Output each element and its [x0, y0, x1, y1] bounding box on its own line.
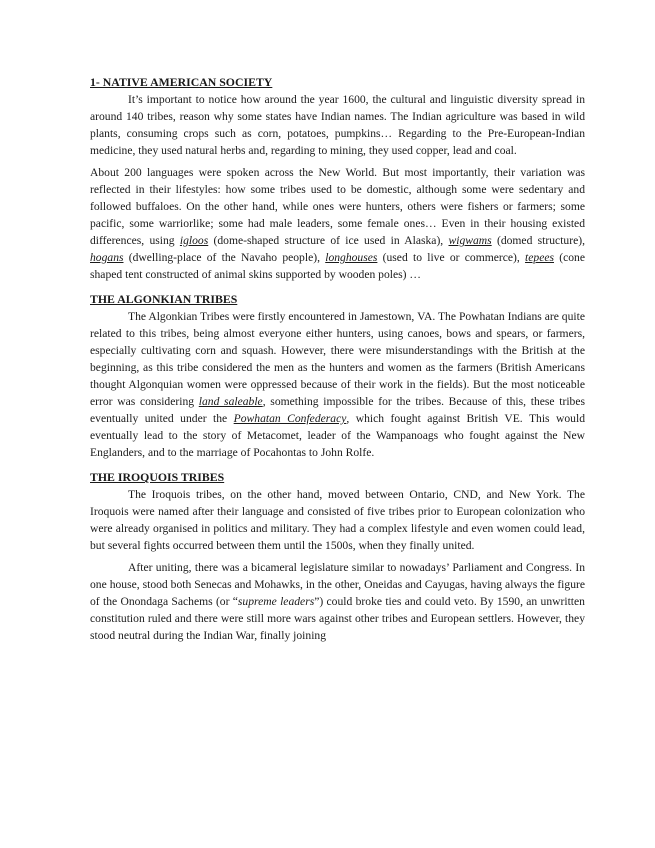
paragraph-legislature: [90, 559, 585, 644]
paragraph-iroquois: The Iroquois tribes, on the other hand, moved between Ontario, CND, and New York. The Iroquois were named after their language and consisted of five tribes prior to European colonization who were already organised in politics and military. They had a complex lifestyle and even women could lead, but several fights occurred between them until the 1500s, when they finally united.: [90, 488, 585, 552]
document-body: [90, 74, 585, 644]
text-span: (domed structure),: [491, 234, 585, 247]
text-span: The Algonkian Tribes were firstly encountered in Jamestown, VA. The Powhatan Indians are quite related to this tribes, being almost everyone either hunters, using canoes, bows and spears, or farmers, especially cultivating corn and squash. However, there were misunderstandings with the British at the beginning, as this tribe considered the men as the hunters and women as the farmers (British Americans thought Algonquian women were oppressed because of their work in the fields). But the most noticeable error was considering: [90, 310, 585, 408]
term-wigwams: wigwams: [448, 234, 492, 247]
term-land-saleable: land saleable: [198, 395, 263, 408]
paragraph-languages: [90, 164, 585, 283]
heading-algonkian-tribes: THE ALGONKIAN TRIBES: [90, 292, 238, 306]
text-span: (dwelling-place of the Navaho people),: [123, 251, 326, 264]
term-powhatan-confederacy: Powhatan Confederacy: [233, 412, 347, 425]
paragraph-algonkian: [90, 308, 585, 461]
heading-native-american-society: 1- NATIVE AMERICAN SOCIETY: [90, 75, 273, 89]
text-span: , which fought against British VE. This would eventually lead to the story of Metacomet, leader of the Wampanoags who fought against the New Englanders, and to the marriage of Pocahontas to John Rolfe.: [90, 412, 585, 459]
term-supreme-leaders: supreme leaders: [237, 595, 315, 608]
term-hogans: hogans: [90, 251, 124, 264]
text-span: About 200 languages were spoken across the New World. But most importantly, their variation was reflected in their lifestyles: how some tribes used to be domestic, although some were sedentary and followed buffaloes. On the other hand, while ones were hunters, others were fishers or farmers; some pacific, some warriorlike; some had male leaders, some female ones… Even in their housing existed differences, using: [90, 166, 585, 247]
text-span: After uniting, there was a bicameral legislature similar to nowadays’ Parliament and Congress. In one house, stood both Senecas and Mohawks, in the other, Oneidas and Cayugas, having always the figure of the Onondaga Sachems (or “: [90, 561, 585, 608]
text-span: (used to live or commerce),: [377, 251, 526, 264]
text-span: , something impossible for the tribes. Because of this, these tribes eventually united under the: [90, 395, 585, 425]
text-span: (cone shaped tent constructed of animal skins supported by wooden poles) …: [90, 251, 585, 281]
text-span: (dome-shaped structure of ice used in Alaska),: [208, 234, 449, 247]
term-longhouses: longhouses: [325, 251, 378, 264]
paragraph-diversity: It’s important to notice how around the year 1600, the cultural and linguistic diversity spread in around 140 tribes, reason why some states have Indian names. The Indian agriculture was based in wild plants, consuming crops such as corn, potatoes, pumpkins… Regarding to the Pre-European-Indian medicine, they used natural herbs and, regarding to mining, they used copper, lead and coal.: [90, 93, 585, 157]
heading-iroquois-tribes: THE IROQUOIS TRIBES: [90, 470, 225, 484]
text-span: ”) could broke ties and could veto. By 1590, an unwritten constitution ruled and there were still more wars against other tribes and European settlers. However, they stood neutral during the Indian War, finally joining: [90, 595, 585, 642]
term-igloos: igloos: [179, 234, 209, 247]
term-tepees: tepees: [525, 251, 554, 264]
